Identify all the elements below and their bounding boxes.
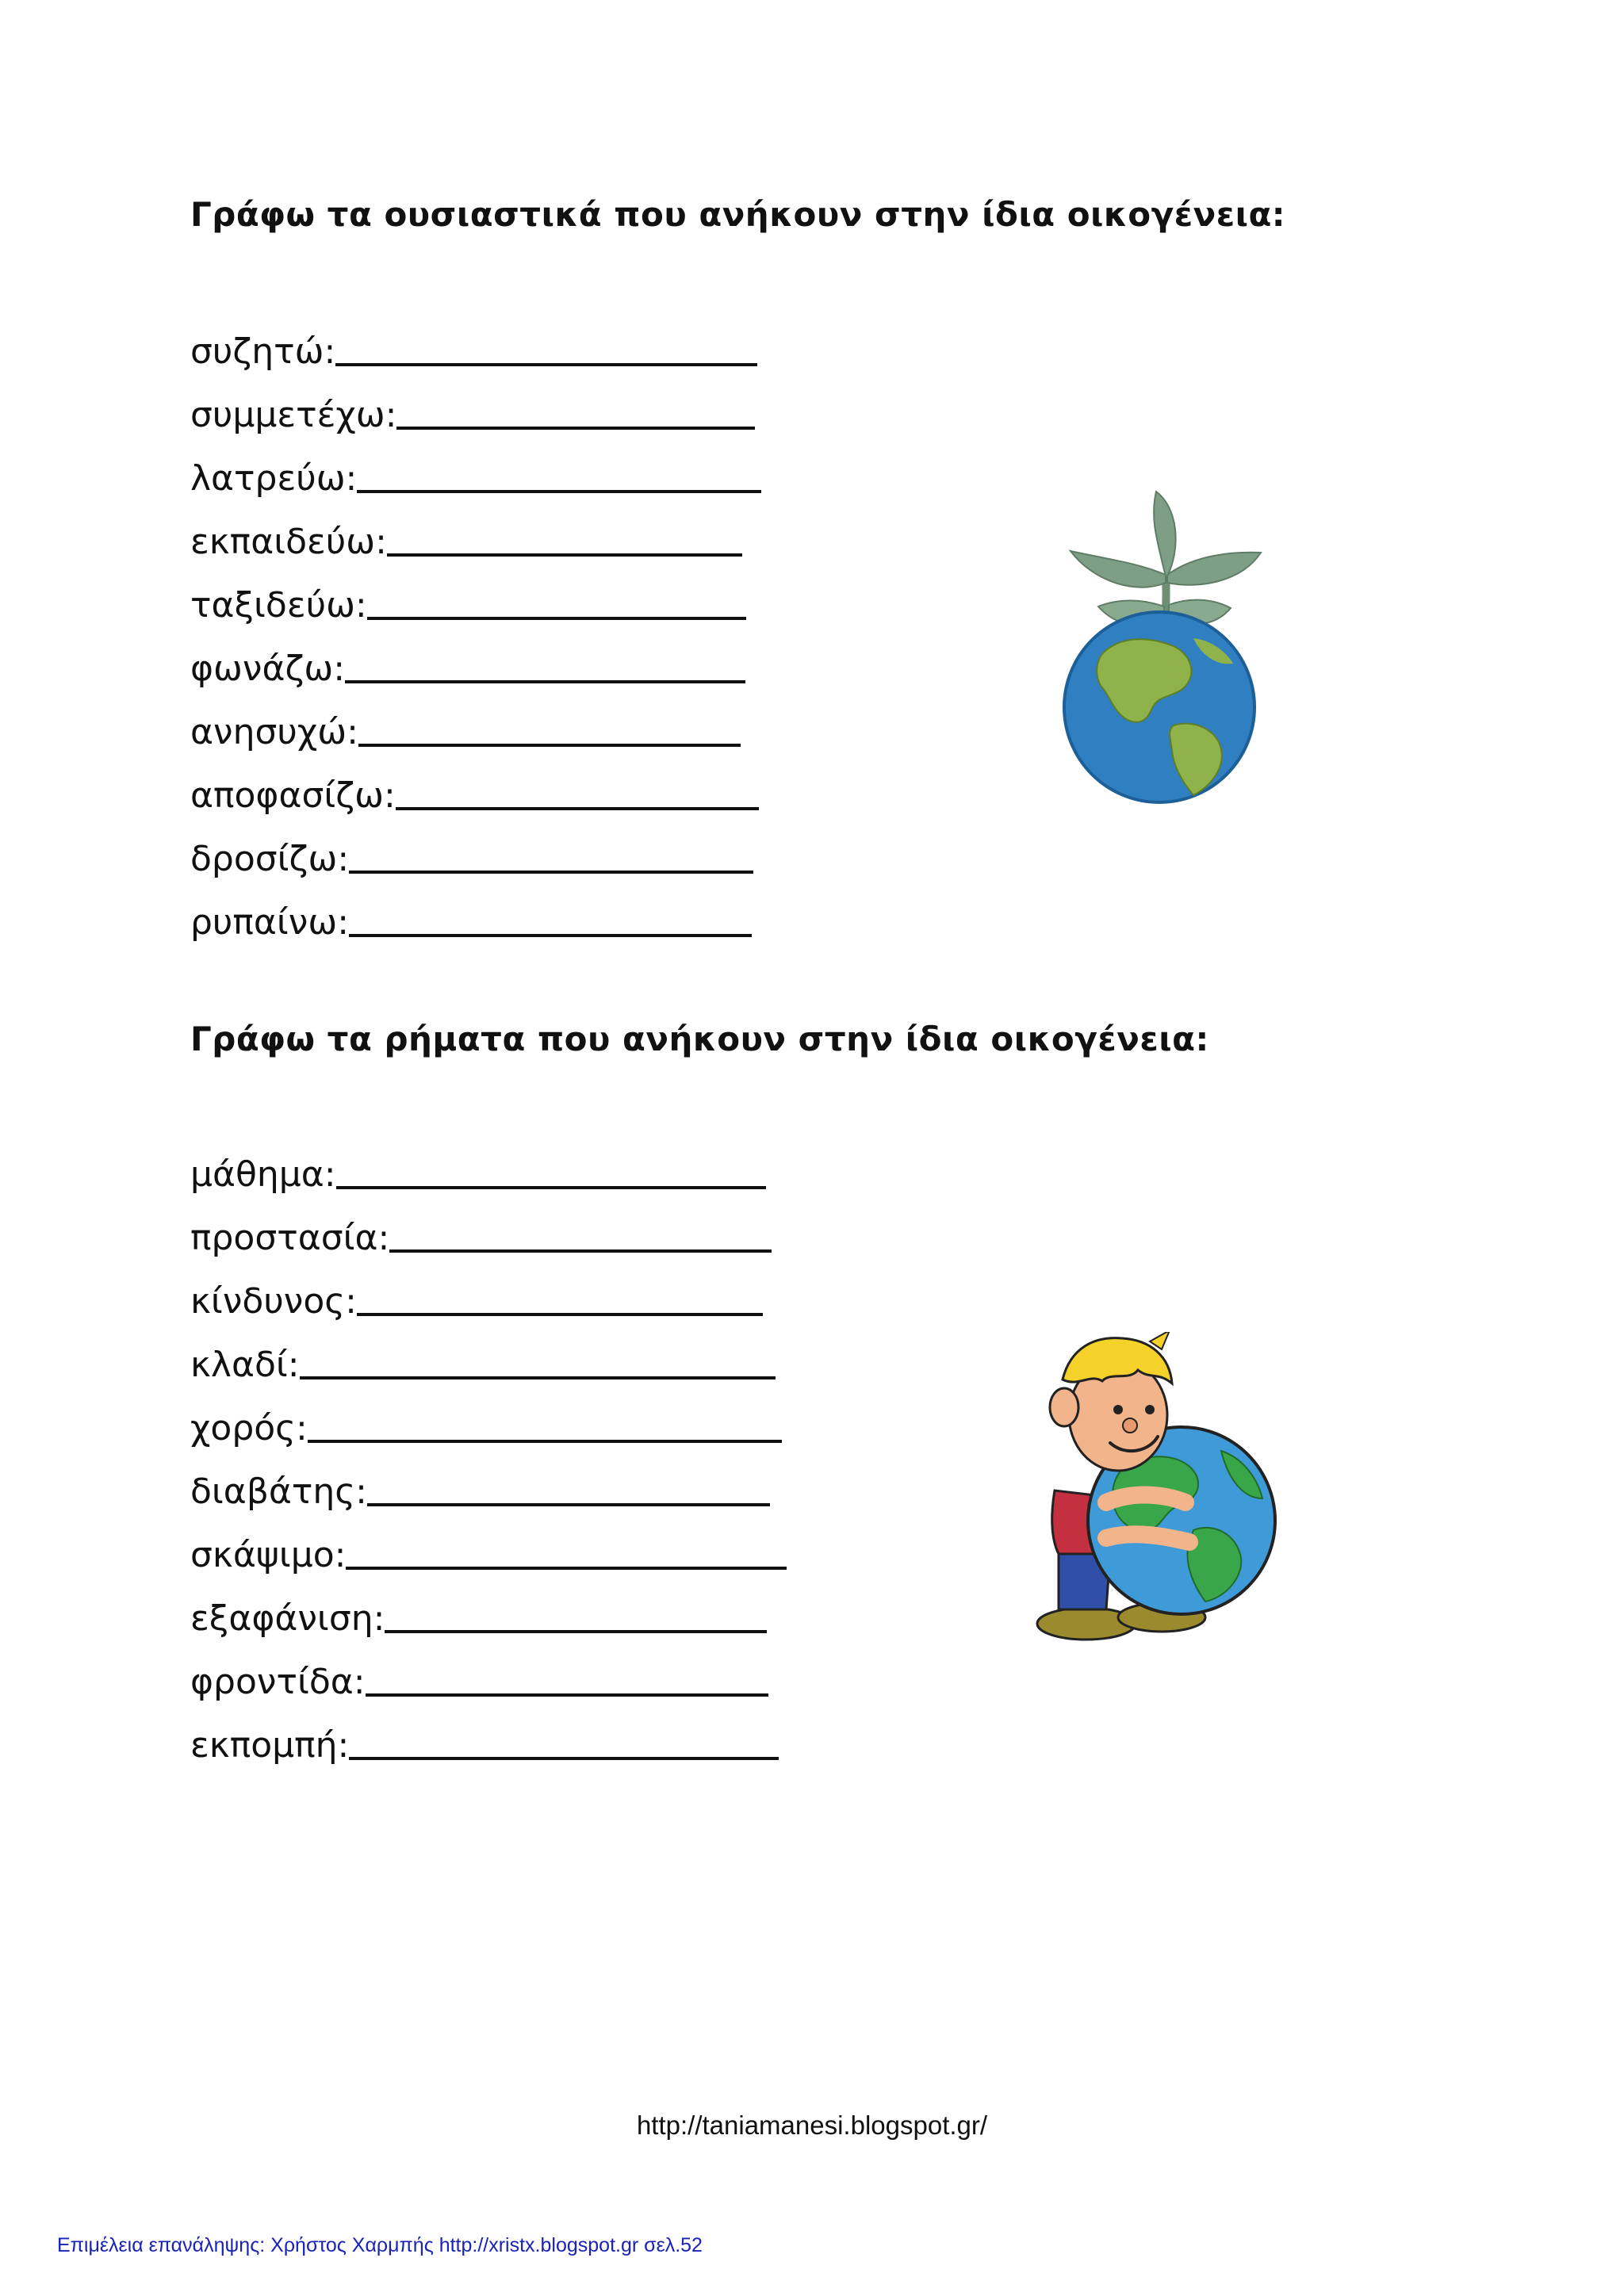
list-item [190,1196,787,1259]
word-label: προστασία: [190,1218,390,1258]
word-label: κίνδυνος: [190,1281,357,1322]
answer-blank[interactable] [389,1249,772,1253]
answer-blank[interactable] [396,807,759,810]
answer-blank[interactable] [346,1567,787,1570]
list-item [190,436,761,499]
list-item [190,499,761,563]
list-item [190,626,761,690]
word-label: διαβάτης: [190,1471,367,1512]
list-item [190,1386,787,1449]
word-label: φροντίδα: [190,1662,366,1702]
word-label: δροσίζω: [190,839,350,879]
verbs-section-heading: Γράφω τα ρήματα που ανήκουν στην ίδια οικογένεια: [190,1020,1209,1058]
answer-blank[interactable] [385,1630,767,1633]
answer-blank[interactable] [367,617,746,620]
answer-blank[interactable] [366,1693,768,1697]
list-item [190,690,761,753]
list-item [190,1322,787,1386]
list-item [190,880,761,943]
word-label: ρυπαίνω: [190,902,350,943]
answer-blank[interactable] [387,553,742,557]
footer-credit: Επιμέλεια επανάληψης: Χρήστος Χαρμπής http://xristx.blogspot.gr σελ.52 [57,2234,703,2256]
word-label: λατρεύω: [190,458,358,499]
word-label: συζητώ: [190,331,336,372]
answer-blank[interactable] [357,490,761,493]
word-label: εξαφάνιση: [190,1598,385,1639]
boy-hugging-globe-icon [1031,1332,1300,1649]
list-item [190,309,761,373]
word-label: ταξιδεύω: [190,585,367,626]
answer-blank[interactable] [300,1376,776,1380]
word-label: κλαδί: [190,1345,300,1385]
answer-blank[interactable] [367,1503,770,1506]
nouns-section-heading: Γράφω τα ουσιαστικά που ανήκουν στην ίδια οικογένεια: [190,195,1286,234]
source-url: http://taniamanesi.blogspot.gr/ [636,2110,988,2140]
word-label: εκπομπή: [190,1725,350,1766]
answer-blank[interactable] [349,934,752,937]
word-label: μάθημα: [190,1154,336,1195]
verbs-word-list [190,1132,787,1766]
list-item [190,1132,787,1196]
globe-with-sprout-icon [1063,488,1277,805]
word-label: συμμετέχω: [190,395,397,435]
list-item [190,817,761,880]
answer-blank[interactable] [345,680,745,683]
list-item [190,1513,787,1576]
list-item [190,753,761,817]
answer-blank[interactable] [358,744,741,747]
answer-blank[interactable] [396,427,755,430]
answer-blank[interactable] [349,1757,779,1760]
nouns-word-list [190,309,761,943]
list-item [190,1576,787,1640]
word-label: εκπαιδεύω: [190,522,387,562]
list-item [190,373,761,436]
list-item [190,1703,787,1766]
list-item [190,563,761,626]
word-label: χορός: [190,1408,308,1448]
word-label: φωνάζω: [190,649,346,689]
list-item [190,1449,787,1513]
word-label: σκάψιμο: [190,1535,347,1575]
answer-blank[interactable] [349,871,753,874]
answer-blank[interactable] [308,1440,782,1443]
word-label: αποφασίζω: [190,775,396,816]
answer-blank[interactable] [335,363,757,366]
list-item [190,1259,787,1322]
answer-blank[interactable] [336,1186,766,1189]
answer-blank[interactable] [357,1313,763,1316]
list-item [190,1640,787,1703]
word-label: ανησυχώ: [190,712,358,752]
